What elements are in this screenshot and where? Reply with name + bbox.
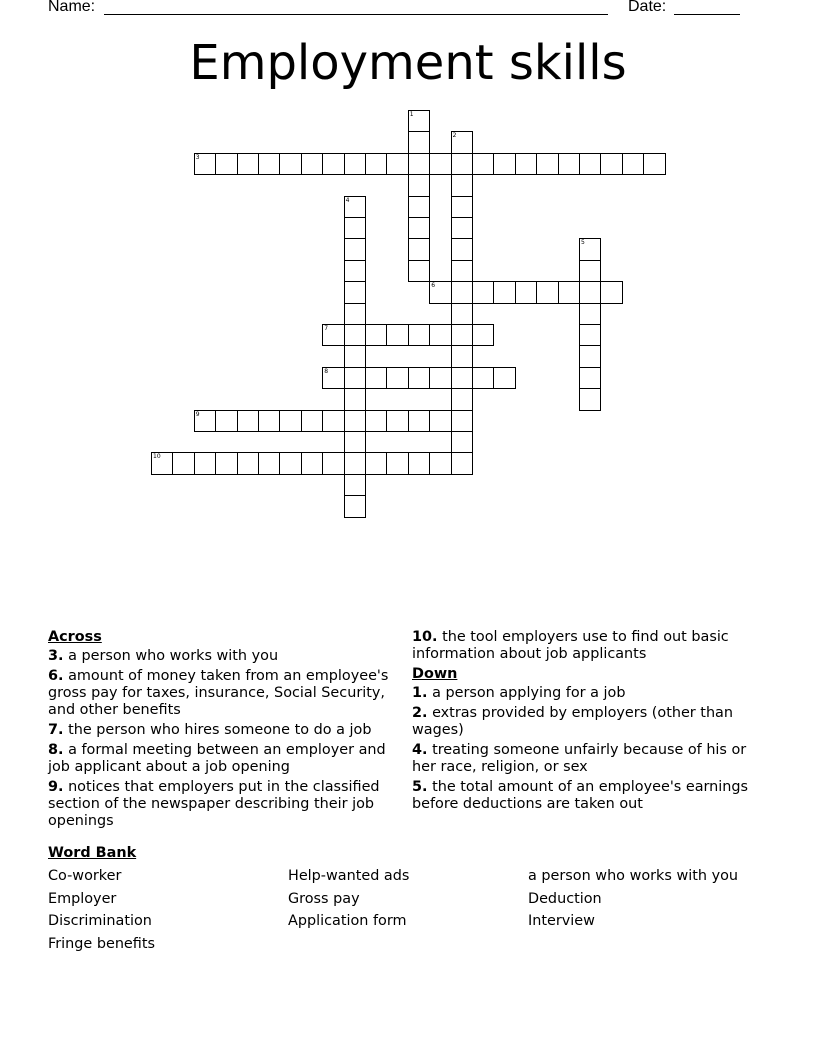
clues-left-column [48, 629, 396, 833]
grid-cell[interactable] [643, 153, 665, 175]
grid-cell[interactable] [365, 410, 387, 432]
word-bank-heading: Word Bank [48, 845, 137, 861]
grid-cell[interactable] [322, 367, 344, 389]
grid-cell[interactable] [451, 174, 473, 196]
grid-cell[interactable] [579, 367, 601, 389]
clue-number: 3. [48, 648, 64, 664]
grid-cell[interactable] [344, 217, 366, 239]
grid-cell[interactable] [408, 324, 430, 346]
grid-cell[interactable] [365, 153, 387, 175]
grid-cell[interactable] [408, 238, 430, 260]
clue-down-1 [412, 685, 762, 702]
grid-cell[interactable] [579, 153, 601, 175]
date-label: Date: [628, 0, 667, 15]
grid-cell[interactable] [429, 452, 451, 474]
grid-cell[interactable] [429, 153, 451, 175]
grid-cell[interactable] [344, 431, 366, 453]
clue-across-6 [48, 668, 396, 719]
clues-right-column [412, 629, 762, 816]
clue-down-4 [412, 742, 762, 776]
clue-number: 6. [48, 668, 64, 684]
grid-cell[interactable] [493, 367, 515, 389]
grid-cell[interactable] [451, 303, 473, 325]
grid-cell[interactable] [237, 153, 259, 175]
grid-cell[interactable] [279, 410, 301, 432]
clue-text: amount of money taken from an employee's gross pay for taxes, insurance, Social Security, and other benefits [48, 668, 389, 718]
clue-number: 10. [412, 629, 438, 645]
clue-number: 7. [48, 722, 64, 738]
cell-number: 7 [324, 325, 329, 332]
grid-cell[interactable] [451, 281, 473, 303]
clue-text: a formal meeting between an employer and job applicant about a job opening [48, 742, 386, 775]
grid-cell[interactable] [215, 410, 237, 432]
grid-cell[interactable] [301, 153, 323, 175]
word-bank-item: Employer [48, 890, 117, 907]
grid-cell[interactable] [237, 410, 259, 432]
cell-number: 4 [345, 196, 350, 204]
grid-cell[interactable] [408, 131, 430, 153]
grid-cell[interactable] [451, 196, 473, 218]
grid-cell[interactable] [344, 495, 366, 517]
clue-text: extras provided by employers (other than wages) [412, 705, 734, 738]
grid-cell[interactable] [344, 452, 366, 474]
cell-number: 9 [195, 410, 200, 418]
grid-cell[interactable] [451, 153, 473, 175]
clue-number: 5. [412, 779, 428, 795]
word-bank-item: Co-worker [48, 868, 122, 884]
word-bank [48, 845, 768, 953]
grid-cell[interactable] [558, 281, 580, 303]
grid-cell[interactable] [237, 452, 259, 474]
clue-text: notices that employers put in the classified section of the newspaper describing their job openings [48, 779, 380, 829]
grid-cell[interactable] [365, 324, 387, 346]
word-bank-item: Deduction [528, 890, 602, 907]
grid-cell[interactable] [408, 174, 430, 196]
grid-cell[interactable] [408, 196, 430, 218]
word-bank-item: Fringe benefits [48, 935, 155, 952]
grid-cell[interactable] [579, 260, 601, 282]
grid-cell[interactable] [451, 217, 473, 239]
clue-across-9 [48, 779, 396, 830]
clue-number: 9. [48, 779, 64, 795]
grid-cell[interactable] [579, 388, 601, 410]
grid-cell[interactable] [600, 153, 622, 175]
cell-number: 2 [452, 132, 457, 140]
clue-down-5 [412, 779, 762, 813]
clue-down-2 [412, 705, 762, 739]
grid-cell[interactable] [386, 324, 408, 346]
grid-cell[interactable] [472, 153, 494, 175]
cell-number: 10 [153, 453, 161, 461]
grid-cell[interactable] [322, 410, 344, 432]
grid-cell[interactable] [386, 153, 408, 175]
grid-cell[interactable] [429, 324, 451, 346]
grid-cell[interactable] [215, 452, 237, 474]
page-title: Employment skills [189, 35, 627, 91]
grid-cell[interactable] [344, 196, 366, 218]
grid-cell[interactable] [258, 410, 280, 432]
grid-cell[interactable] [344, 474, 366, 496]
grid-cell[interactable] [451, 260, 473, 282]
grid-cell[interactable] [301, 410, 323, 432]
grid-cell[interactable] [579, 345, 601, 367]
grid-cell[interactable] [579, 238, 601, 260]
name-label: Name: [48, 0, 96, 15]
grid-cell[interactable] [451, 345, 473, 367]
clue-text: the person who hires someone to do a job [68, 722, 372, 738]
grid-cell[interactable] [194, 153, 216, 175]
grid-cell[interactable] [622, 153, 644, 175]
clue-text: treating someone unfairly because of his or her race, religion, or sex [412, 742, 747, 775]
grid-cell[interactable] [344, 281, 366, 303]
grid-cell[interactable] [194, 452, 216, 474]
clue-across-8 [48, 742, 396, 776]
grid-cell[interactable] [322, 153, 344, 175]
grid-cell[interactable] [258, 452, 280, 474]
grid-cell[interactable] [344, 238, 366, 260]
cell-number: 8 [324, 367, 329, 375]
clue-text: a person who works with you [68, 648, 279, 664]
grid-cell[interactable] [472, 281, 494, 303]
word-bank-item: a person who works with you [528, 868, 739, 884]
clue-text: a person applying for a job [432, 685, 626, 701]
clue-number: 8. [48, 742, 64, 758]
grid-cell[interactable] [451, 388, 473, 410]
grid-cell[interactable] [301, 452, 323, 474]
grid-cell[interactable] [322, 324, 344, 346]
word-bank-item: Help-wanted ads [288, 868, 410, 884]
grid-cell[interactable] [279, 153, 301, 175]
cell-number: 6 [431, 282, 436, 290]
clue-number: 2. [412, 705, 428, 721]
clue-text: the tool employers use to find out basic information about job applicants [412, 629, 729, 662]
grid-cell[interactable] [429, 367, 451, 389]
word-bank-grid [48, 868, 768, 953]
cell-number: 1 [409, 111, 414, 118]
grid-cell[interactable] [258, 153, 280, 175]
word-bank-item: Application form [288, 913, 407, 929]
clue-across-10 [412, 629, 762, 663]
grid-cell[interactable] [365, 452, 387, 474]
word-bank-item: Interview [528, 913, 595, 929]
word-bank-item: Gross pay [288, 890, 360, 907]
grid-cell[interactable] [279, 452, 301, 474]
grid-cell[interactable] [515, 281, 537, 303]
grid-cell[interactable] [151, 452, 173, 474]
grid-cell[interactable] [408, 217, 430, 239]
grid-cell[interactable] [472, 324, 494, 346]
grid-cell[interactable] [451, 431, 473, 453]
grid-cell[interactable] [365, 367, 387, 389]
grid-cell[interactable] [344, 324, 366, 346]
grid-cell[interactable] [451, 367, 473, 389]
grid-cell[interactable] [536, 281, 558, 303]
down-heading: Down [412, 666, 458, 682]
grid-cell[interactable] [408, 452, 430, 474]
clue-across-3 [48, 648, 396, 665]
grid-cell[interactable] [451, 324, 473, 346]
grid-cell[interactable] [493, 153, 515, 175]
grid-cell[interactable] [579, 303, 601, 325]
grid-cell[interactable] [408, 153, 430, 175]
clue-text: the total amount of an employee's earnings before deductions are taken out [412, 779, 749, 812]
grid-cell[interactable] [429, 281, 451, 303]
word-bank-item: Discrimination [48, 913, 152, 929]
clue-across-7 [48, 722, 396, 739]
grid-cell[interactable] [472, 367, 494, 389]
clue-number: 4. [412, 742, 428, 758]
grid-cell[interactable] [344, 303, 366, 325]
grid-cell[interactable] [429, 410, 451, 432]
grid-cell[interactable] [558, 153, 580, 175]
grid-cell[interactable] [344, 153, 366, 175]
across-heading: Across [48, 629, 102, 645]
grid-cell[interactable] [408, 367, 430, 389]
cell-number: 5 [581, 239, 585, 247]
grid-cell[interactable] [194, 410, 216, 432]
grid-cell[interactable] [600, 281, 622, 303]
grid-cell[interactable] [172, 452, 194, 474]
grid-cell[interactable] [451, 452, 473, 474]
grid-cell[interactable] [344, 260, 366, 282]
grid-cell[interactable] [451, 410, 473, 432]
grid-cell[interactable] [386, 410, 408, 432]
grid-cell[interactable] [386, 452, 408, 474]
grid-cell[interactable] [322, 452, 344, 474]
grid-cell[interactable] [344, 345, 366, 367]
grid-cell[interactable] [344, 410, 366, 432]
grid-cell[interactable] [515, 153, 537, 175]
grid-cell[interactable] [408, 410, 430, 432]
grid-cell[interactable] [386, 367, 408, 389]
grid-cell[interactable] [408, 260, 430, 282]
grid-cell[interactable] [451, 131, 473, 153]
clue-number: 1. [412, 685, 428, 701]
grid-cell[interactable] [536, 153, 558, 175]
grid-cell[interactable] [579, 324, 601, 346]
cell-number: 3 [195, 153, 200, 161]
grid-cell[interactable] [344, 388, 366, 410]
grid-cell[interactable] [493, 281, 515, 303]
grid-cell[interactable] [344, 367, 366, 389]
grid-cell[interactable] [408, 110, 430, 132]
grid-cell[interactable] [579, 281, 601, 303]
grid-cell[interactable] [451, 238, 473, 260]
grid-cell[interactable] [215, 153, 237, 175]
